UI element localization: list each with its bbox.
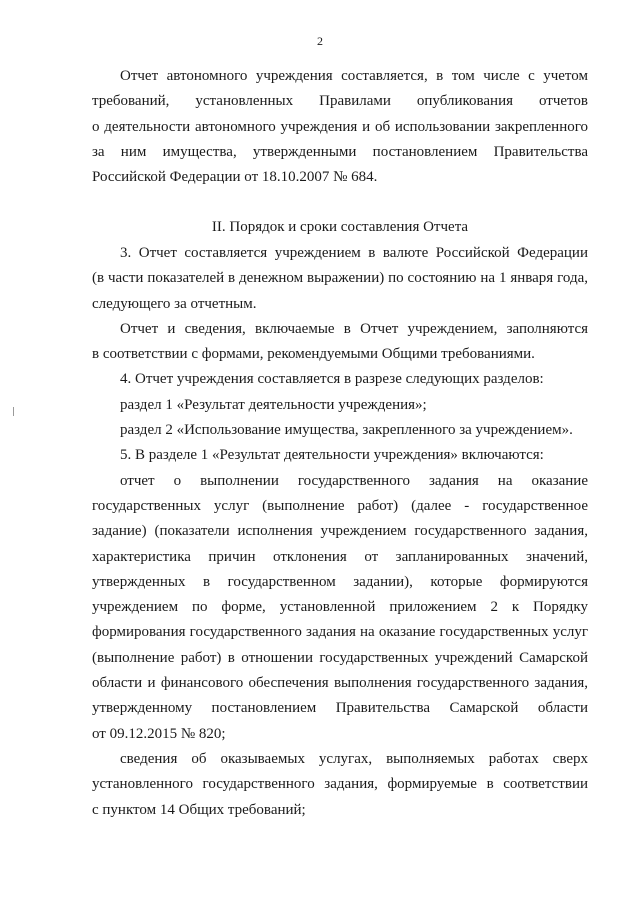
- text-line: 3. Отчет составляется учреждением в валюте Российской Федерации: [120, 245, 588, 261]
- text-line: утвержденному постановлением Правительства Самарской области: [92, 700, 588, 717]
- text-line: требований, установленных Правилами опубликования отчетов: [92, 93, 588, 110]
- text-line: учреждением по форме, установленной приложением 2 к Порядку: [92, 599, 588, 616]
- text-line: с пунктом 14 Общих требований;: [92, 801, 306, 818]
- text-line: утвержденных в государственном задании), которые формируются: [92, 573, 588, 590]
- text-line: о деятельности автономного учреждения и об использовании закрепленного: [92, 118, 588, 135]
- text-line: (выполнение работ) в отношении государственных учреждений Самарской: [92, 649, 588, 666]
- text-line: характеристика причин отклонения от запланированных значений,: [92, 548, 588, 565]
- text-line: формирования государственного задания на оказание государственных услуг: [92, 624, 588, 641]
- text-line: раздел 1 «Результат деятельности учреждения»;: [120, 396, 427, 413]
- text-line: 4. Отчет учреждения составляется в разрезе следующих разделов:: [120, 371, 544, 388]
- text-line: (в части показателей в денежном выражении) по состоянию на 1 января года,: [92, 270, 588, 287]
- text-line: сведения об оказываемых услугах, выполняемых работах сверх: [120, 750, 588, 767]
- text-line: 5. В разделе 1 «Результат деятельности учреждения» включаются:: [120, 447, 544, 464]
- page-number: 2: [317, 34, 323, 48]
- text-line: в соответствии с формами, рекомендуемыми Общими требованиями.: [92, 346, 535, 363]
- text-line: Отчет автономного учреждения составляется, в том числе с учетом: [120, 68, 588, 84]
- text-line: следующего за отчетным.: [92, 295, 257, 312]
- section-body: [92, 241, 588, 823]
- paragraph-intro: [92, 64, 588, 190]
- text-line: Отчет и сведения, включаемые в Отчет учреждением, заполняются: [120, 320, 588, 337]
- text-line: раздел 2 «Использование имущества, закрепленного за учреждением».: [120, 422, 573, 439]
- text-line: задание) (показатели исполнения учреждением государственного задания,: [92, 523, 588, 540]
- scan-mark: [13, 407, 14, 416]
- text-line: установленного государственного задания, формируемые в соответствии: [92, 776, 588, 793]
- text-line: государственных услуг (выполнение работ) (далее - государственное: [92, 497, 588, 514]
- text-line: Российской Федерации от 18.10.2007 № 684.: [92, 169, 378, 186]
- text-line: области и финансового обеспечения выполнения государственного задания,: [92, 675, 588, 692]
- section-heading-block: [92, 215, 588, 240]
- text-line: от 09.12.2015 № 820;: [92, 725, 226, 742]
- section-heading: II. Порядок и сроки составления Отчета: [211, 219, 469, 235]
- text-line: за ним имущества, утвержденными постановлением Правительства: [92, 143, 588, 160]
- text-line: отчет о выполнении государственного задания на оказание: [120, 472, 588, 489]
